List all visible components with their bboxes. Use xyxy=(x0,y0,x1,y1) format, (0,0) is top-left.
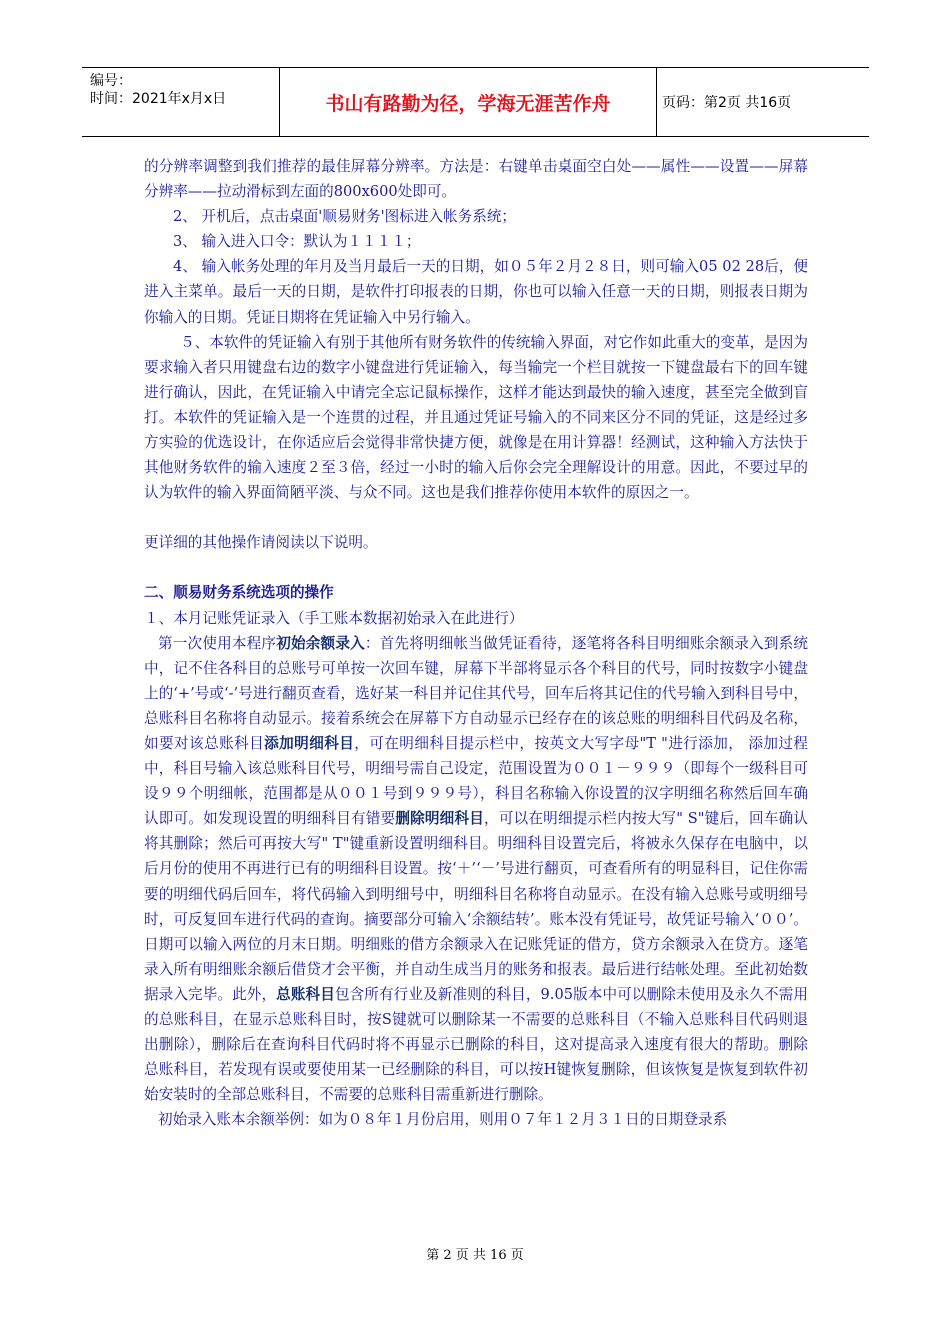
list-item-5: ５、本软件的凭证输入有别于其他所有财务软件的传统输入界面，对它作如此重大的变革，是因为要求输入者只用键盘右边的数字小键盘进行凭证输入，每当输完一个栏目就按一下键盘最右下的回车键进行确认，因此，在凭证输入中请完全忘记鼠标操作，这样才能达到最快的输入速度，甚至完全做到盲打。本软件的凭证输入是一个连贯的过程，并且通过凭证号输入的不同来区分不同的凭证，这是经过多方实验的优选设计，在你适应后会觉得非常快捷方便，就像是在用计算器！经测试，这种输入方法快于其他财务软件的输入速度２至３倍，经过一小时的输入后你会完全理解设计的用意。因此，不要过早的认为软件的输入界面简陋平淡、与众不同。这也是我们推荐你使用本软件的原因之一。 xyxy=(144,333,808,502)
highlight-term: 删除明细科目 xyxy=(395,810,485,828)
document-body xyxy=(144,154,808,1132)
paragraph-example: 初始录入账本余额举例：如为０８年１月份启用，则用０７年１２月３１日的日期登录系 xyxy=(158,1111,728,1129)
subsection-title: １、本月记账凭证录入（手工账本数据初始录入在此进行） xyxy=(144,609,524,627)
header-page-info: 页码：第2页 共16页 xyxy=(662,95,792,111)
header-divider xyxy=(656,68,657,136)
section-title: 二、顺易财务系统选项的操作 xyxy=(144,584,334,602)
document-time-label: 时间：2021年x月x日 xyxy=(90,91,227,107)
list-item-3: 3、 输入进入口令：默认为１１１１； xyxy=(173,233,421,251)
list-item-2: 2、 开机后，点击桌面'顺易财务'图标进入帐务系统； xyxy=(173,208,517,226)
list-item-4: 4、 输入帐务处理的年月及当月最后一天的日期，如０５年２月２８日，则可输入05 02 28后，便进入主菜单。最后一天的日期，是软件打印报表的日期，你也可以输入任意一天的日期，则报表日期为你输入的日期。凭证日期将在凭证输入中另行输入。 xyxy=(144,258,808,326)
paragraph-more-info: 更详细的其他操作请阅读以下说明。 xyxy=(144,534,378,552)
document-number-label: 编号： xyxy=(90,73,132,89)
paragraph-initial-balance: 第一次使用本程序初始余额录入：首先将明细帐当做凭证看待，逐笔将各科目明细账余额录入到系统中，记不住各科目的总账号可单按一次回车键，屏幕下半部将显示各个科目的代号，同时按数字小键盘上的‘+’号或‘-’号进行翻页查看，选好某一科目并记住其代号，回车后将其记住的代号输入到科目号中，总账科目名称将自动显示。接着系统会在屏幕下方自动显示已经存在的该总账的明细科目代码及名称，如要对该总账科目添加明细科目，可在明细科目提示栏中，按英文大写字母"T "进行添加， 添加过程中，科目号输入该总账科目代号，明细号需自己设定，范围设置为００１－９９９（即每个一级科目可设９９个明细帐，范围都是从００１号到９９９号），科目名称输入你设置的汉字明细名称然后回车确认即可。如发现设置的明细科目有错要删除明细科目，可以在明细提示栏内按大写" S"键后，回车确认将其删除；然后可再按大写" T"键重新设置明细科目。明细科目设置完后，将被永久保存在电脑中，以后月份的使用不再进行已有的明细科目设置。按‘＋’‘－’号进行翻页，可查看所有的明显科目，记住你需要的明细代码后回车，将代码输入到明细号中，明细科目名称将自动显示。在没有输入总账号或明细号时，可反复回车进行代码的查询。摘要部分可输入‘余额结转’。账本没有凭证号，故凭证号输入‘００’。日期可以输入两位的月末日期。明细账的借方余额录入在记账凭证的借方，贷方余额录入在贷方。逐笔录入所有明细账余额后借贷才会平衡，并自动生成当月的账务和报表。最后进行结帐处理。至此初始数据录入完毕。此外，总账科目包含所有行业及新准则的科目，9.05版本中可以删除未使用及永久不需用的总账科目，在显示总账科目时，按S键就可以删除某一不需要的总账科目（不输入总账科目代码则退出删除），删除后在查询科目代码时将不再显示已删除的科目，这对提高录入速度有很大的帮助。删除总账科目，若发现有误或要使用某一已经删除的科目，可以按H键恢复删除，但该恢复是恢复到软件初始安装时的全部总账科目，不需要的总账科目需重新进行删除。 xyxy=(144,634,808,1104)
page-footer: 第 2 页 共 16 页 xyxy=(426,1248,524,1263)
paragraph: 的分辨率调整到我们推荐的最佳屏幕分辨率。方法是：右键单击桌面空白处——属性——设置——屏幕分辨率——拉动滑标到左面的800x600处即可。 xyxy=(144,158,808,201)
highlight-term: 总账科目 xyxy=(276,985,335,1003)
header-divider xyxy=(279,68,280,136)
highlight-term: 初始余额录入 xyxy=(276,634,365,652)
header-meta xyxy=(90,72,226,108)
header-motto: 书山有路勤为径，学海无涯苦作舟 xyxy=(325,92,611,115)
page-header xyxy=(82,67,869,137)
highlight-term: 添加明细科目 xyxy=(264,734,355,752)
